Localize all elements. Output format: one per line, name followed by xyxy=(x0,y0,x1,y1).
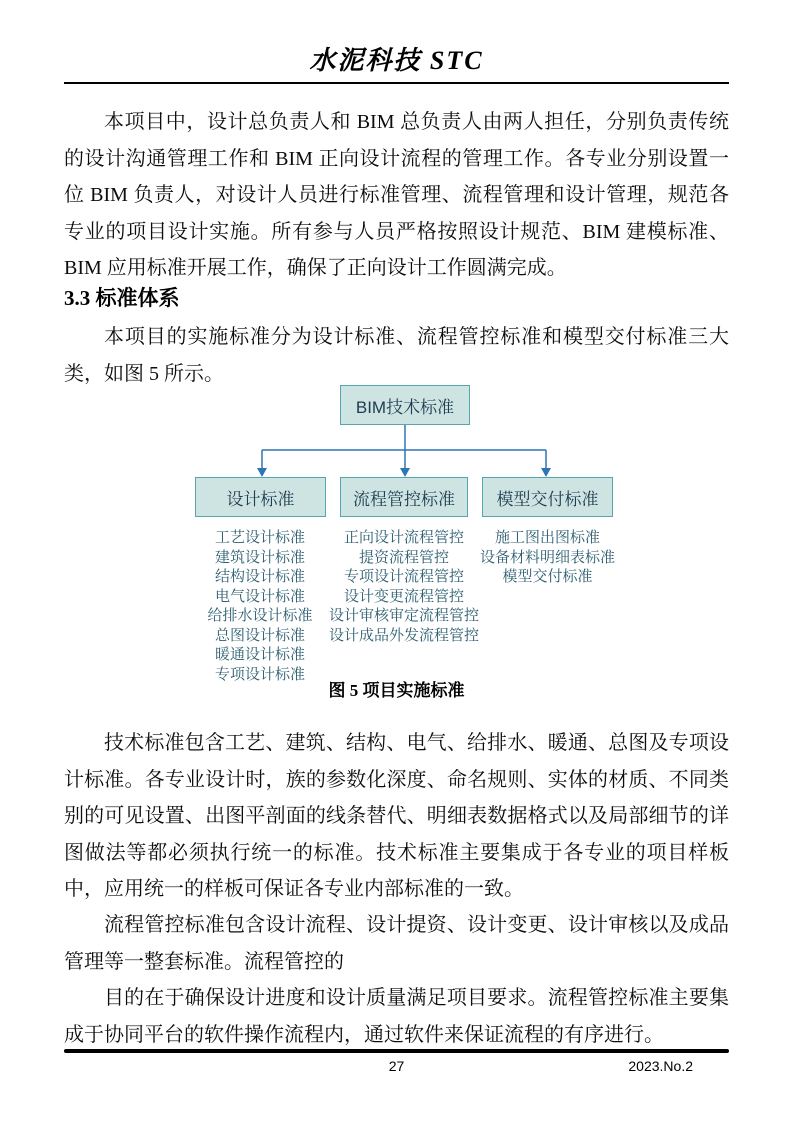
branch-label: 设计标准 xyxy=(226,489,295,509)
arrow-down-icon xyxy=(257,468,551,477)
branch-box-design-standard xyxy=(195,477,326,517)
list-item: 设备材料明细表标准 xyxy=(479,548,615,566)
list-item: 给排水设计标准 xyxy=(207,607,313,624)
journal-title: 水泥科技 STC xyxy=(309,46,484,75)
list-item: 设计成品外发流程管控 xyxy=(328,626,479,644)
list-item: 施工图出图标准 xyxy=(494,529,600,546)
header-rule xyxy=(64,82,729,84)
list-item: 暖通设计标准 xyxy=(214,646,305,663)
issue-number: 2023.No.2 xyxy=(628,1058,693,1074)
list-item: 总图设计标准 xyxy=(214,626,305,644)
figure-standards-diagram xyxy=(0,385,793,683)
paragraph-process-control-standards: 流程管控标准包含设计流程、设计提资、设计变更、设计审核以及成品管理等一整套标准。流程管控的 xyxy=(64,914,729,973)
diagram-root-label: BIM技术标准 xyxy=(355,397,455,417)
diagram-root-box-bim-standard xyxy=(340,385,470,425)
list-item: 设计审核审定流程管控 xyxy=(328,607,479,624)
paragraph-standard-categories: 本项目的实施标准分为设计标准、流程管控标准和模型交付标准三大类，如图 5 所示。 xyxy=(64,326,729,385)
paragraph-process-control-purpose: 目的在于确保设计进度和设计质量满足项目要求。流程管控标准主要集成于协同平台的软件操作流程内，通过软件来保证流程的有序进行。 xyxy=(64,987,729,1046)
list-item: 电气设计标准 xyxy=(214,587,305,605)
list-item: 专项设计标准 xyxy=(214,665,305,683)
paragraph-technical-standards: 技术标准包含工艺、建筑、结构、电气、给排水、暖通、总图及专项设计标准。各专业设计时，族的参数化深度、命名规则、实体的材质、不同类别的可见设置、出图平剖面的线条替代、明细表数据格式以及局部细节的详图做法等都必须执行统一的标准。技术标准主要集成于各专业的项目样板中，应用统一的样板可保证各专业内部标准的一致。 xyxy=(64,732,729,900)
branch-box-process-control-standard xyxy=(340,477,468,517)
figure-caption: 图 5 项目实施标准 xyxy=(328,681,465,700)
branch-label: 模型交付标准 xyxy=(496,489,599,509)
list-item: 提资流程管控 xyxy=(358,548,449,566)
branch-box-model-delivery-standard xyxy=(482,477,613,517)
page-number: 27 xyxy=(388,1058,405,1074)
list-item: 正向设计流程管控 xyxy=(343,529,464,546)
paragraph-project-roles: 本项目中，设计总负责人和 BIM 总负责人由两人担任，分别负责传统的设计沟通管理工作和 BIM 正向设计流程的管理工作。各专业分别设置一位 BIM 负责人，对设计人员进行标准管理、流程管理和设计管理，规范各专业的项目设计实施。所有参与人员严格按照设计规范、BIM 建模标准、BIM 应用标准开展工作，确保了正向设计工作圆满完成。 xyxy=(64,111,729,279)
footer-rule xyxy=(64,1049,729,1053)
list-item: 模型交付标准 xyxy=(502,568,593,585)
list-item: 结构设计标准 xyxy=(214,568,305,585)
model-delivery-standard-list xyxy=(460,528,635,587)
branch-label: 流程管控标准 xyxy=(353,489,455,509)
list-item: 专项设计流程管控 xyxy=(343,568,464,585)
list-item: 工艺设计标准 xyxy=(214,529,305,546)
list-item: 设计变更流程管控 xyxy=(343,587,464,605)
list-item: 建筑设计标准 xyxy=(214,548,305,566)
section-heading-standard-system: 3.3 标准体系 xyxy=(64,286,180,310)
connector-path xyxy=(262,425,546,469)
